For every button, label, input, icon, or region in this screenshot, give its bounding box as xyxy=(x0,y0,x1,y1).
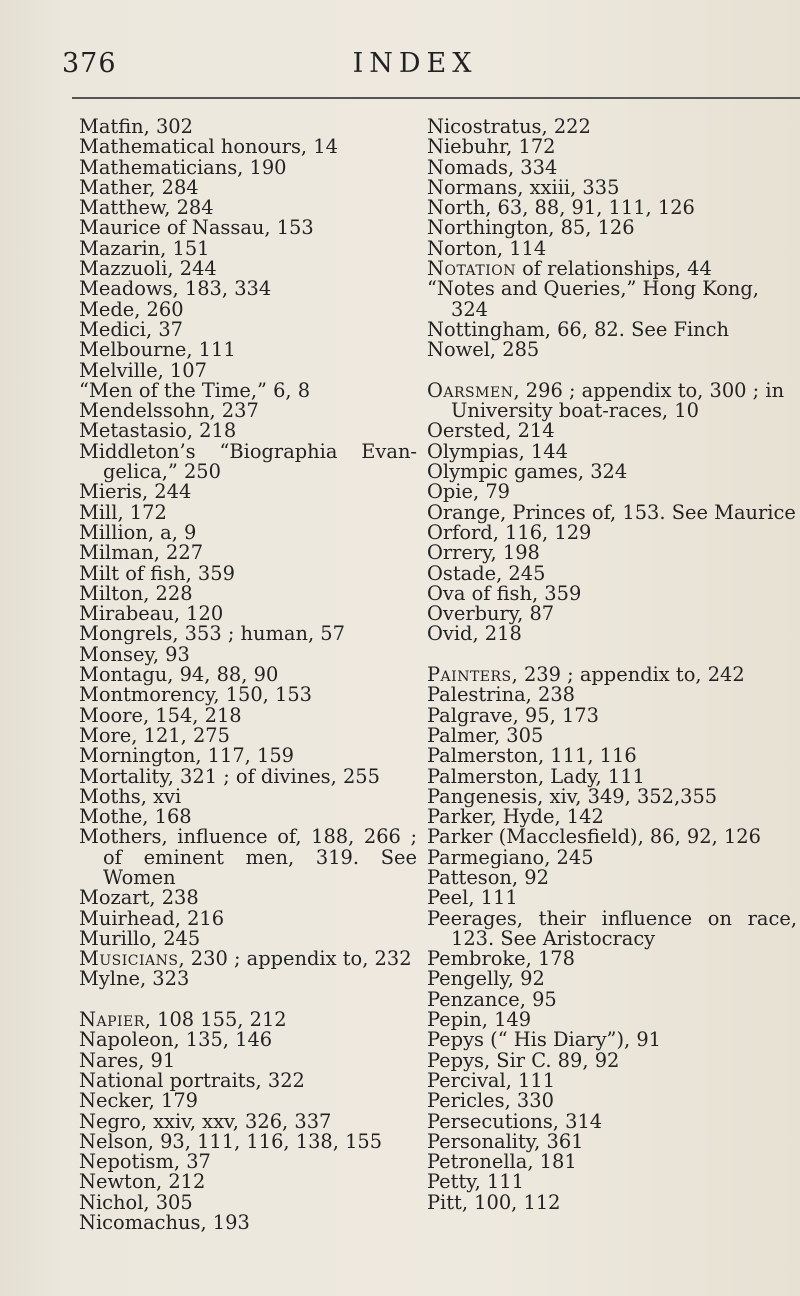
index-entry: Medici, 37 xyxy=(79,317,184,341)
index-entry xyxy=(79,949,417,969)
entry-references: , 230 ; appendix to, 232 xyxy=(178,947,412,971)
index-entry: Negro, xxiv, xxv, 326, 337 xyxy=(79,1109,332,1133)
index-entry: Opie, 79 xyxy=(427,480,510,504)
index-entry: Nottingham, 66, 82. See Finch xyxy=(427,317,729,341)
index-entry: Palgrave, 95, 173 xyxy=(427,703,599,727)
index-entry: Metastasio, 218 xyxy=(79,419,237,443)
index-entry: Matthew, 284 xyxy=(79,196,214,220)
entry-references: of relationships, 44 xyxy=(515,257,712,281)
index-entry: Muirhead, 216 xyxy=(79,906,225,930)
running-head-title: INDEX xyxy=(352,48,478,79)
entry-references: , 296 ; appendix to, 300 ; in University boat-races, 10 xyxy=(451,378,785,423)
entry-references: , 108 155, 212 xyxy=(144,1008,287,1032)
index-entry: Maurice of Nassau, 153 xyxy=(79,216,314,240)
index-entry: Million, a, 9 xyxy=(79,520,197,544)
index-entry: Mazarin, 151 xyxy=(79,236,210,260)
index-entry: Pangenesis, xiv, 349, 352,355 xyxy=(427,784,718,808)
index-entry: Palmerston, 111, 116 xyxy=(427,744,637,768)
index-entry: Northington, 85, 126 xyxy=(427,216,635,240)
index-entry: Palmerston, Lady, 111 xyxy=(427,764,645,788)
index-entry xyxy=(79,1010,417,1030)
index-entry: Overbury, 87 xyxy=(427,602,555,626)
section-head-word: Painters xyxy=(427,663,512,687)
page-header xyxy=(0,48,800,88)
index-entry: Nowel, 285 xyxy=(427,338,540,362)
index-entry: Newton, 212 xyxy=(79,1170,206,1194)
index-entry: Petronella, 181 xyxy=(427,1150,577,1174)
index-entry: Nelson, 93, 111, 116, 138, 155 xyxy=(79,1129,383,1153)
index-entry: Persecutions, 314 xyxy=(427,1109,603,1133)
index-entry: More, 121, 275 xyxy=(79,723,230,747)
header-rule xyxy=(72,97,800,99)
index-entry: Olympias, 144 xyxy=(427,439,568,463)
index-entry: Normans, xxiii, 335 xyxy=(427,175,620,199)
index-entry: Mozart, 238 xyxy=(79,886,199,910)
index-entry: Palmer, 305 xyxy=(427,723,544,747)
index-entry: Mathematicians, 190 xyxy=(79,155,287,179)
index-column-right xyxy=(427,117,797,1213)
section-gap xyxy=(427,645,797,665)
index-entry: Mede, 260 xyxy=(79,297,184,321)
index-entry: Mirabeau, 120 xyxy=(79,602,224,626)
index-entry: Mothe, 168 xyxy=(79,805,192,829)
section-head-word: Oarsmen xyxy=(427,378,514,402)
index-entry: Orange, Princes of, 153. See Maurice xyxy=(427,500,796,524)
index-entry: Nomads, 334 xyxy=(427,155,558,179)
index-entry: Mendelssohn, 237 xyxy=(79,399,259,423)
index-entry: Mathematical honours, 14 xyxy=(79,135,338,159)
index-entry: Nepotism, 37 xyxy=(79,1150,211,1174)
section-gap xyxy=(427,361,797,381)
index-entry: Milton, 228 xyxy=(79,581,193,605)
index-entry: Montagu, 94, 88, 90 xyxy=(79,663,279,687)
index-entry: Petty, 111 xyxy=(427,1170,524,1194)
index-entry: Mieris, 244 xyxy=(79,480,192,504)
index-entry: Patteson, 92 xyxy=(427,865,549,889)
index-entry: Orrery, 198 xyxy=(427,541,540,565)
index-entry: Moths, xvi xyxy=(79,784,182,808)
index-entry: Pembroke, 178 xyxy=(427,947,575,971)
index-entry: Mylne, 323 xyxy=(79,967,190,991)
section-head-word: Napier xyxy=(79,1008,145,1032)
index-entry xyxy=(427,665,797,685)
index-column-left xyxy=(79,117,417,1233)
index-entry: Olympic games, 324 xyxy=(427,460,628,484)
index-entry: Moore, 154, 218 xyxy=(79,703,242,727)
index-entry: Percival, 111 xyxy=(427,1068,556,1092)
index-entry: Pitt, 100, 112 xyxy=(427,1190,561,1214)
index-entry: Necker, 179 xyxy=(79,1089,199,1113)
index-entry: Ovid, 218 xyxy=(427,622,522,646)
index-entry: “Notes and Queries,” Hong Kong, 324 xyxy=(427,277,759,321)
index-entry xyxy=(427,378,797,423)
index-entry: Nicostratus, 222 xyxy=(427,115,591,138)
index-entry: Parker, Hyde, 142 xyxy=(427,805,604,829)
section-head-word: Notation xyxy=(427,257,516,281)
index-entry: Personality, 361 xyxy=(427,1129,584,1153)
index-entry: Napoleon, 135, 146 xyxy=(79,1028,273,1052)
index-entry: Mortality, 321 ; of divines, 255 xyxy=(79,764,380,788)
index-entry: Monsey, 93 xyxy=(79,642,190,666)
entry-references: , 239 ; appendix to, 242 xyxy=(511,663,745,687)
index-entry: Mornington, 117, 159 xyxy=(79,744,295,768)
index-entry: Milt of fish, 359 xyxy=(79,561,235,585)
index-entry: Mather, 284 xyxy=(79,175,199,199)
index-entry: Nichol, 305 xyxy=(79,1190,193,1214)
index-entry: Montmorency, 150, 153 xyxy=(79,683,313,707)
index-entry xyxy=(427,259,797,279)
index-entry: Pericles, 330 xyxy=(427,1089,554,1113)
index-entry: Orford, 116, 129 xyxy=(427,520,592,544)
index-entry: “Men of the Time,” 6, 8 xyxy=(79,378,311,402)
index-entry: Mothers, influence of, 188, 266 ; of eminent men, 319. See Women xyxy=(79,825,417,889)
index-entry: Pepys (“ His Diary”), 91 xyxy=(427,1028,662,1052)
section-gap xyxy=(79,990,417,1010)
index-entry: Mongrels, 353 ; human, 57 xyxy=(79,622,345,646)
index-entry: Palestrina, 238 xyxy=(427,683,576,707)
index-entry: Nares, 91 xyxy=(79,1048,176,1072)
index-entry: Middleton’s “Biographia Evan-gelica,” 250 xyxy=(79,439,417,484)
index-entry: Murillo, 245 xyxy=(79,926,201,950)
index-entry: Oersted, 214 xyxy=(427,419,555,443)
index-entry: Peel, 111 xyxy=(427,886,518,910)
index-entry: Penzance, 95 xyxy=(427,987,557,1011)
index-entry: Pepin, 149 xyxy=(427,1008,532,1032)
index-entry: Nicomachus, 193 xyxy=(79,1211,250,1235)
index-entry: Mazzuoli, 244 xyxy=(79,257,217,281)
page-number: 376 xyxy=(62,48,117,79)
index-entry: Peerages, their influence on race, 123. See Aristocracy xyxy=(427,906,797,950)
index-entry: Melville, 107 xyxy=(79,358,207,382)
index-entry: Matfin, 302 xyxy=(79,115,193,138)
index-entry: Milman, 227 xyxy=(79,541,204,565)
index-entry: Ova of fish, 359 xyxy=(427,581,582,605)
index-entry: North, 63, 88, 91, 111, 126 xyxy=(427,196,695,220)
index-entry: Ostade, 245 xyxy=(427,561,546,585)
index-entry: Niebuhr, 172 xyxy=(427,135,556,159)
index-entry: Norton, 114 xyxy=(427,236,547,260)
index-entry: Pengelly, 92 xyxy=(427,967,545,991)
index-entry: Parmegiano, 245 xyxy=(427,845,594,869)
index-entry: Pepys, Sir C. 89, 92 xyxy=(427,1048,620,1072)
index-entry: Meadows, 183, 334 xyxy=(79,277,272,301)
index-entry: Melbourne, 111 xyxy=(79,338,236,362)
index-entry: Parker (Macclesfield), 86, 92, 126 xyxy=(427,825,761,849)
index-entry: Mill, 172 xyxy=(79,500,167,524)
section-head-word: Musicians xyxy=(79,947,179,971)
index-entry: National portraits, 322 xyxy=(79,1068,305,1092)
